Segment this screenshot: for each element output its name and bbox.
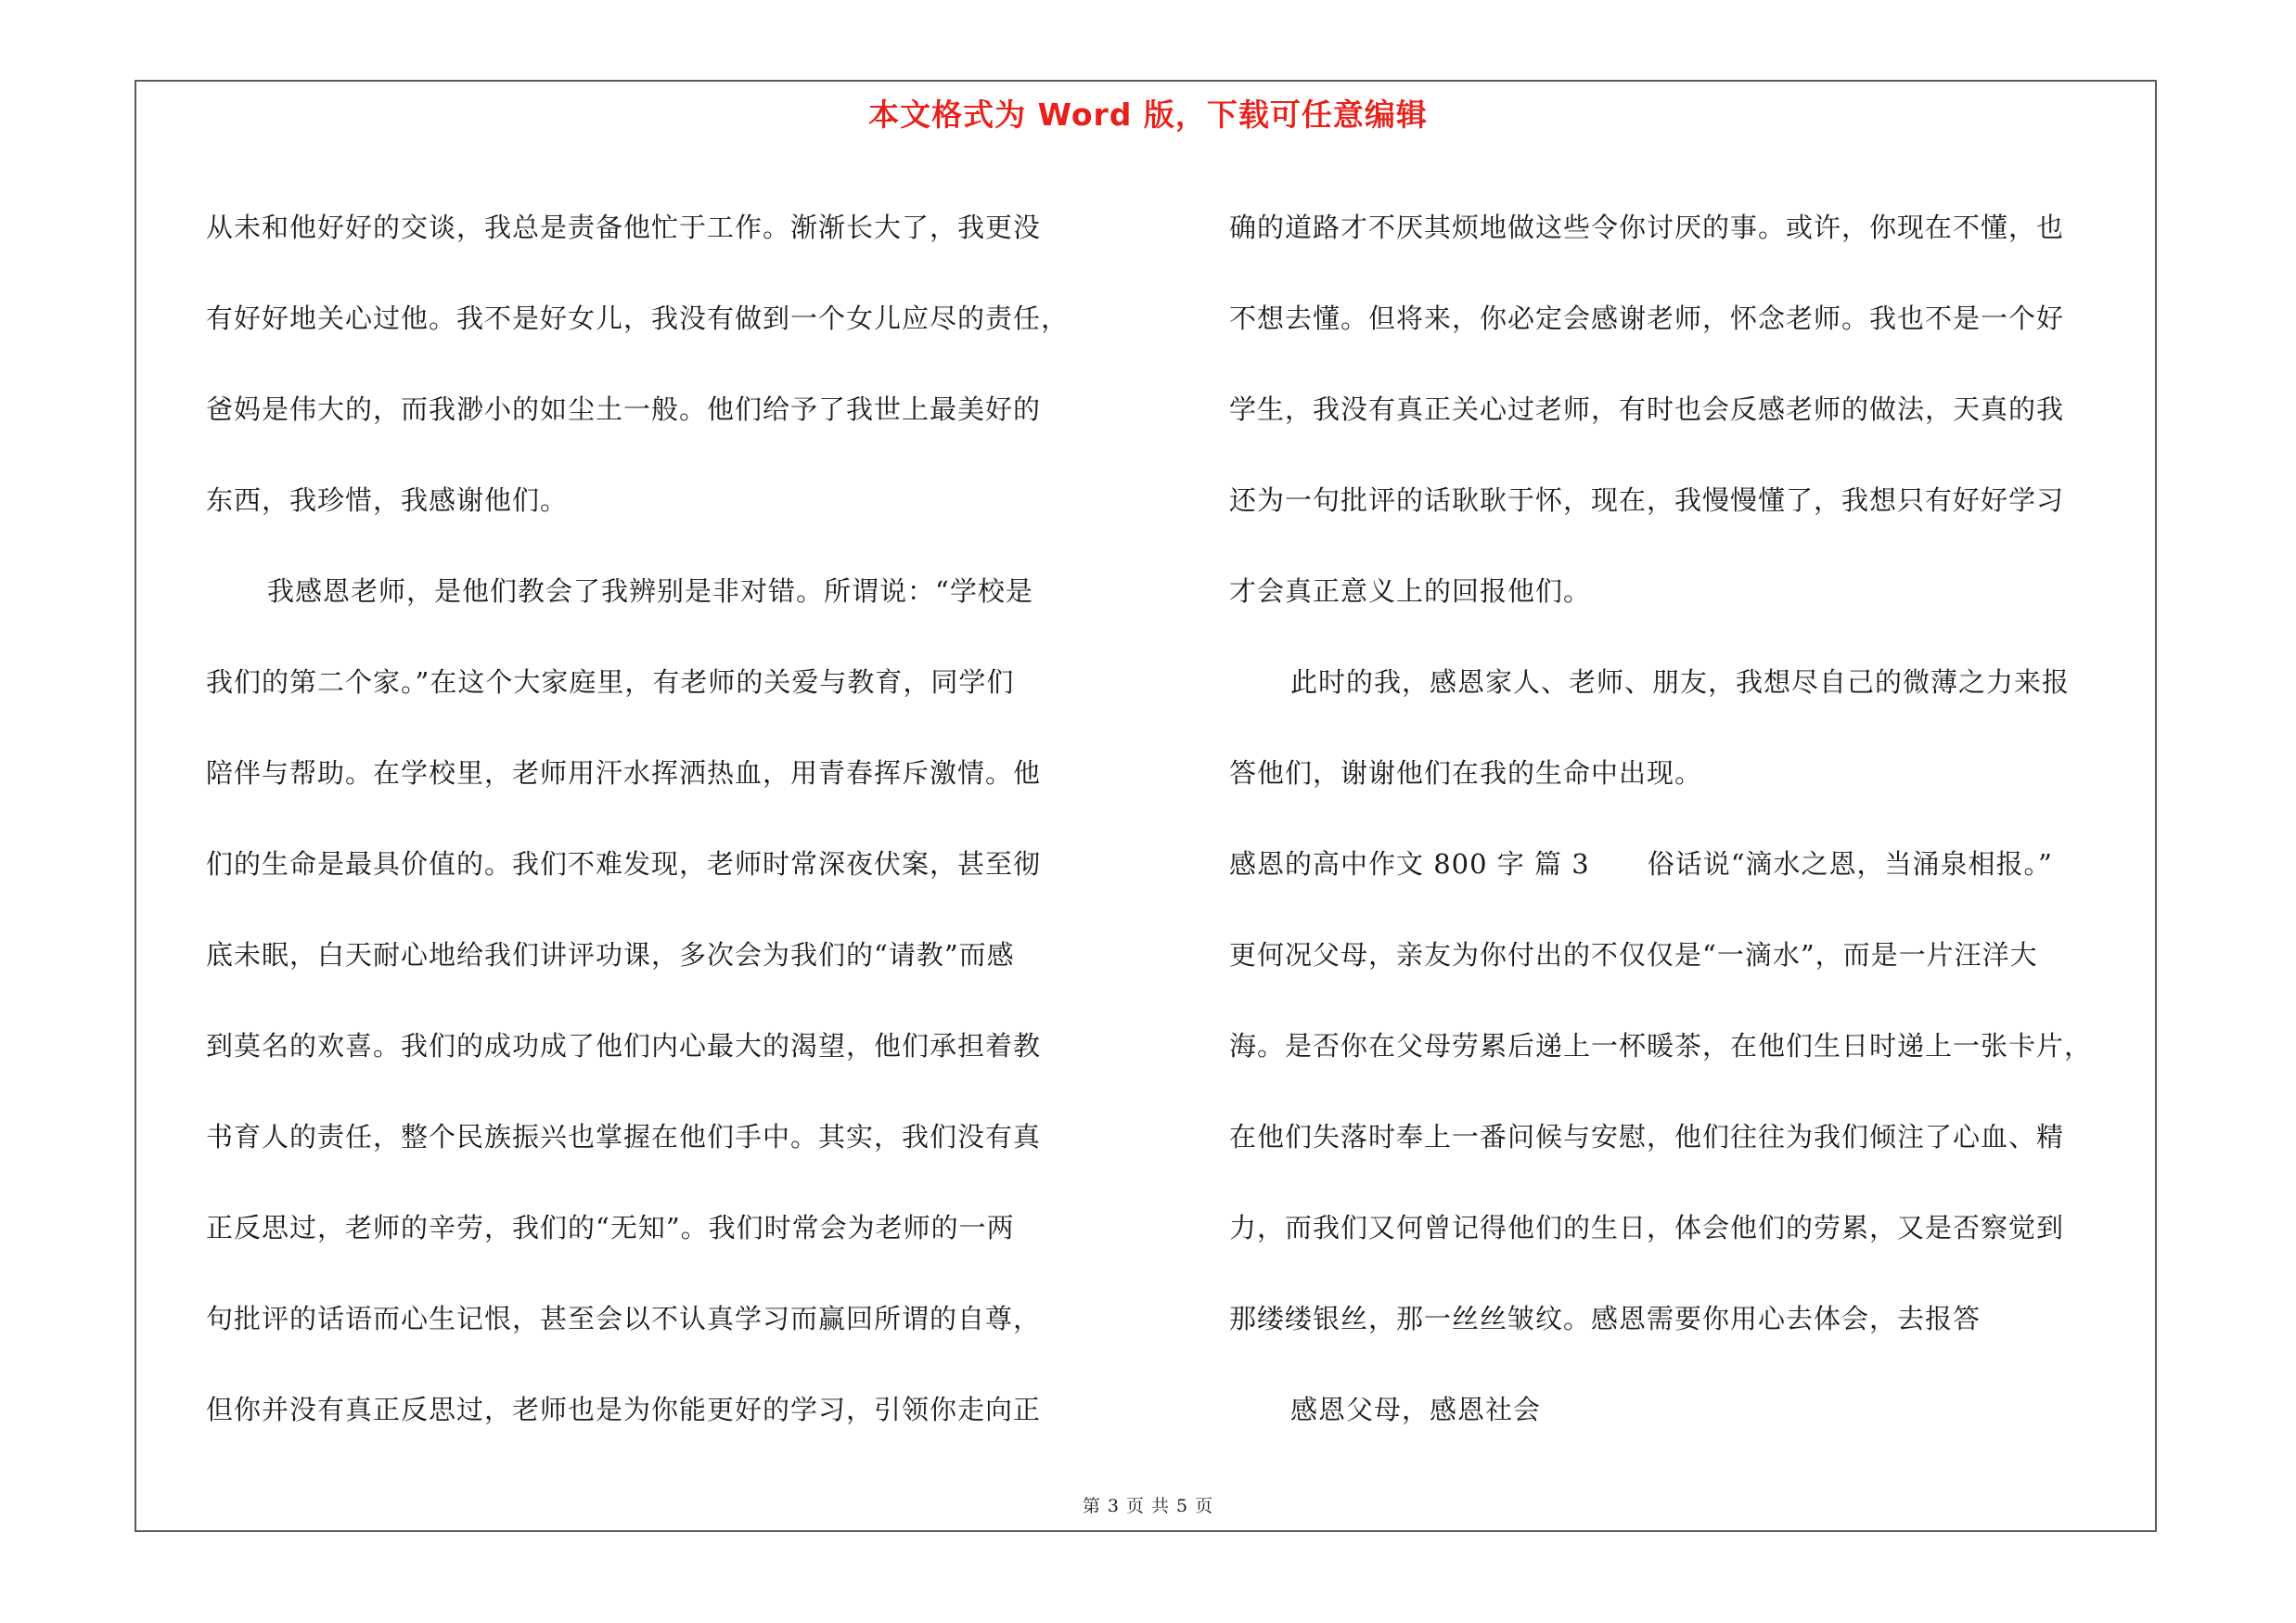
text-line: 还为一句批评的话耿耿于怀，现在，我慢慢懂了，我想只有好好学习 — [1229, 484, 2065, 516]
text-line: 才会真正意义上的回报他们。 — [1229, 575, 1592, 607]
left-text-column — [206, 182, 1124, 1455]
text-line: 在他们失落时奉上一番问候与安慰，他们往往为我们倾注了心血、精 — [1229, 1121, 2065, 1153]
text-line: 海。是否你在父母劳累后递上一杯暖茶，在他们生日时递上一张卡片， — [1229, 1030, 2093, 1062]
page-number-footer: 第 3 页 共 5 页 — [1082, 1496, 1214, 1516]
text-line: 答他们，谢谢他们在我的生命中出现。 — [1229, 757, 1703, 789]
right-text-column — [1229, 182, 2148, 1455]
text-line: 我们的第二个家。”在这个大家庭里，有老师的关爱与教育，同学们 — [206, 666, 1015, 698]
text-line: 更何况父母，亲友为你付出的不仅仅是“一滴水”，而是一片汪洋大 — [1229, 939, 2038, 971]
text-line: 不想去懂。但将来，你必定会感谢老师，怀念老师。我也不是一个好 — [1229, 303, 2065, 334]
text-line: 正反思过，老师的辛劳，我们的“无知”。我们时常会为老师的一两 — [206, 1212, 1015, 1243]
text-line: 底未眠，白天耐心地给我们讲评功课，多次会为我们的“请教”而感 — [206, 939, 1015, 971]
text-line: 那缕缕银丝，那一丝丝皱纹。感恩需要你用心去体会，去报答 — [1229, 1303, 1982, 1334]
text-line: 有好好地关心过他。我不是好女儿，我没有做到一个女儿应尽的责任， — [206, 303, 1070, 334]
text-line: 此时的我，感恩家人、老师、朋友，我想尽自己的微薄之力来报 — [1290, 666, 2071, 698]
text-line: 爸妈是伟大的，而我渺小的如尘土一般。他们给予了我世上最美好的 — [206, 393, 1042, 425]
text-line: 但你并没有真正反思过，老师也是为你能更好的学习，引领你走向正 — [206, 1394, 1042, 1425]
text-line: 句批评的话语而心生记恨，甚至会以不认真学习而赢回所谓的自尊， — [206, 1303, 1042, 1334]
text-line: 们的生命是最具价值的。我们不难发现，老师时常深夜伏案，甚至彻 — [206, 848, 1042, 880]
text-line: 确的道路才不厌其烦地做这些令你讨厌的事。或许，你现在不懂，也 — [1229, 212, 2065, 243]
text-line: 感恩父母，感恩社会 — [1290, 1394, 1542, 1425]
text-line: 陪伴与帮助。在学校里，老师用汗水挥洒热血，用青春挥斥激情。他 — [206, 757, 1042, 789]
text-line: 东西，我珍惜，我感谢他们。 — [206, 484, 569, 516]
text-line: 书育人的责任，整个民族振兴也掌握在他们手中。其实，我们没有真 — [206, 1121, 1042, 1153]
text-line: 到莫名的欢喜。我们的成功成了他们内心最大的渴望，他们承担着教 — [206, 1030, 1042, 1062]
text-line: 力，而我们又何曾记得他们的生日，体会他们的劳累，又是否察觉到 — [1229, 1212, 2065, 1243]
text-line: 从未和他好好的交谈，我总是责备他忙于工作。渐渐长大了，我更没 — [206, 212, 1042, 243]
text-line: 我感恩老师，是他们教会了我辨别是非对错。所谓说：“学校是 — [267, 575, 1033, 607]
essay-heading-line — [1229, 818, 2148, 909]
essay-title: 感恩的高中作文 800 字 篇 3 — [1229, 848, 1590, 880]
essay-opening-text: 俗话说“滴水之恩，当涌泉相报。” — [1647, 848, 2053, 880]
text-line: 学生，我没有真正关心过老师，有时也会反感老师的做法，天真的我 — [1229, 393, 2065, 425]
format-notice-banner: 本文格式为 Word 版，下载可任意编辑 — [868, 97, 1428, 133]
